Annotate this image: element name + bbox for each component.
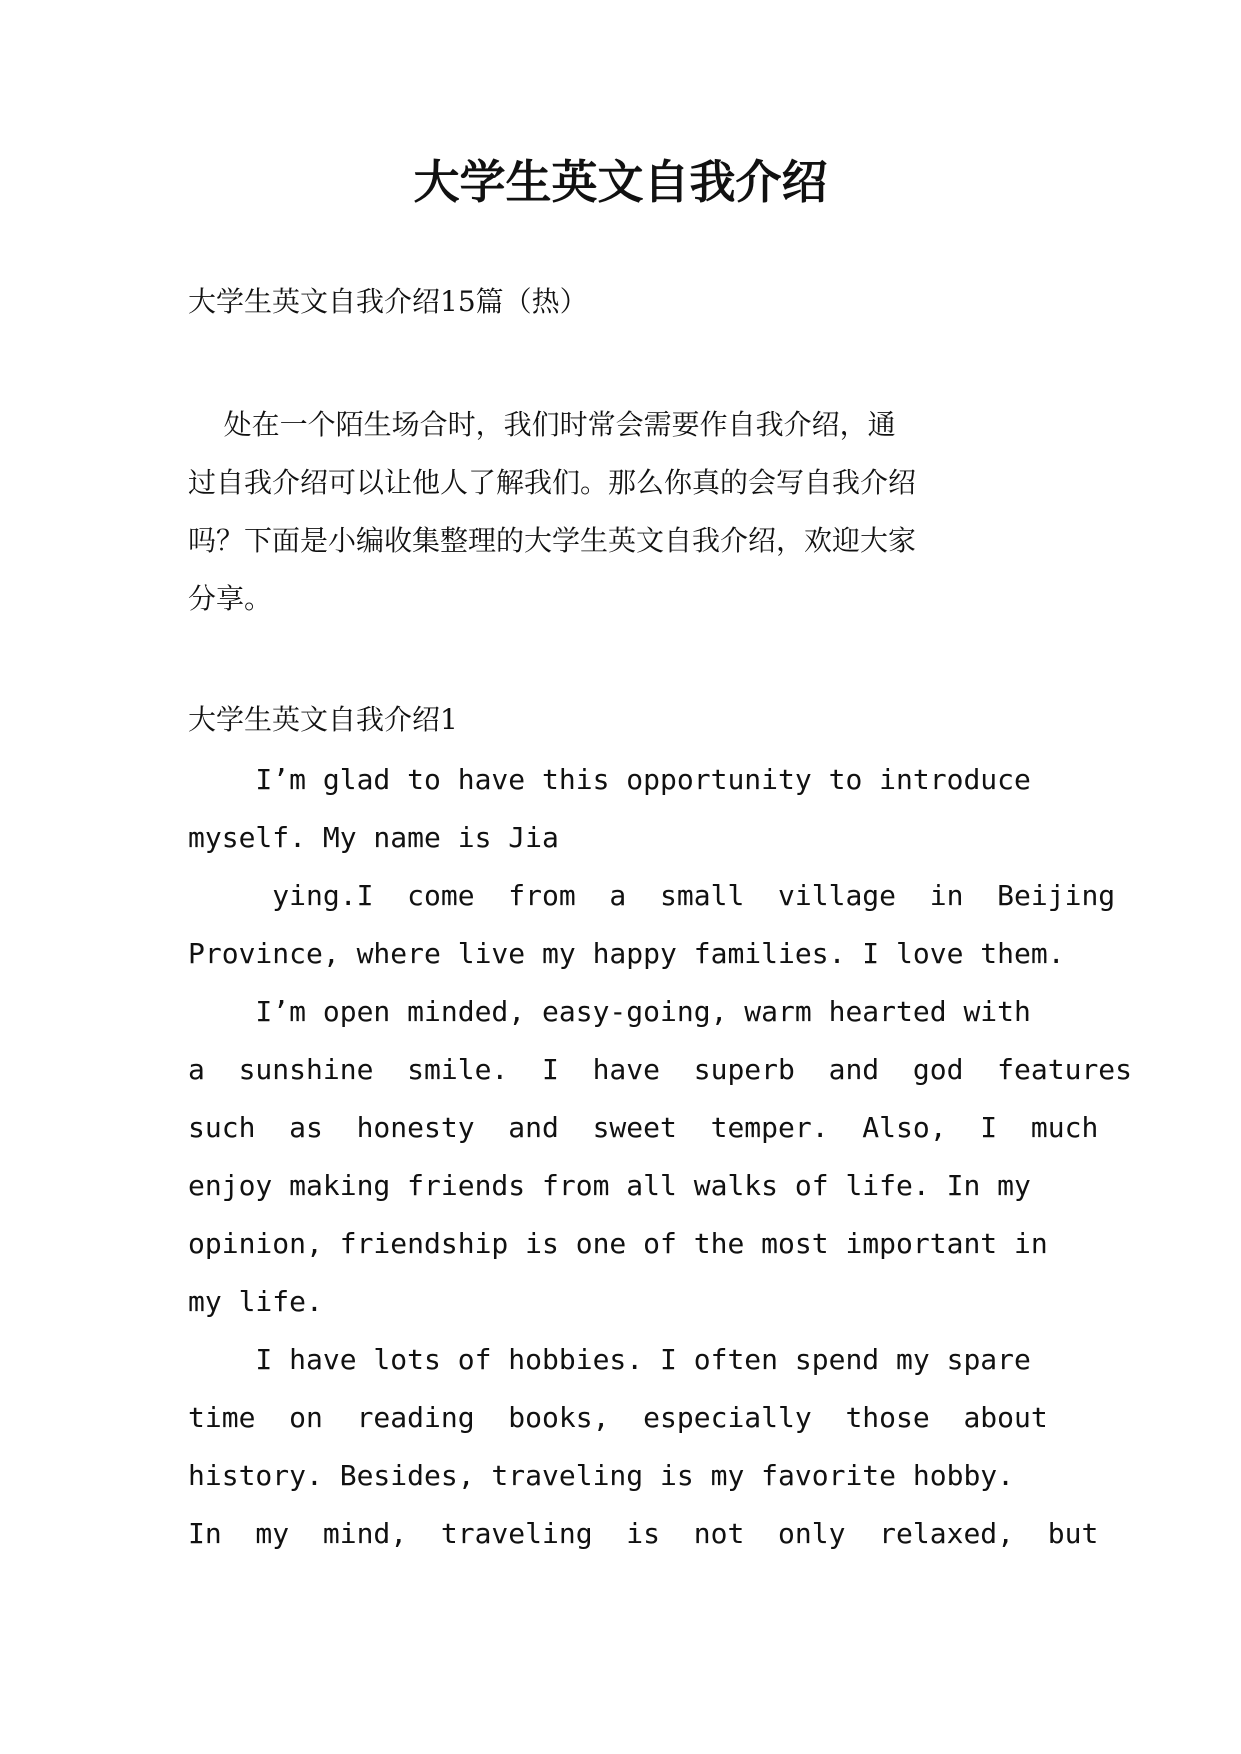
document-title: 大学生英文自我介绍 — [413, 155, 828, 209]
body-line: history. Besides, traveling is my favorite hobby. — [188, 1459, 1015, 1492]
intro-line: 过自我介绍可以让他人了解我们。那么你真的会写自我介绍 — [188, 466, 917, 499]
document-subtitle: 大学生英文自我介绍15篇（热） — [188, 285, 588, 318]
intro-line: 处在一个陌生场合时，我们时常会需要作自我介绍，通 — [188, 408, 896, 441]
body-line: In my mind, traveling is not only relaxed, but — [188, 1517, 1099, 1550]
body-line: my life. — [188, 1285, 323, 1318]
body-line: enjoy making friends from all walks of life. In my — [188, 1169, 1031, 1202]
body-line: myself. My name is Jia — [188, 821, 559, 854]
body-line: I’m glad to have this opportunity to introduce — [188, 763, 1031, 796]
body-line: Province, where live my happy families. I love them. — [188, 937, 1065, 970]
body-line: such as honesty and sweet temper. Also, I much — [188, 1111, 1099, 1144]
intro-line: 吗？下面是小编收集整理的大学生英文自我介绍，欢迎大家 — [188, 524, 917, 557]
body-line: opinion, friendship is one of the most important in — [188, 1227, 1048, 1260]
body-line: time on reading books, especially those about — [188, 1401, 1048, 1434]
body-line: ying.I come from a small village in Beijing — [188, 879, 1116, 912]
body-line: I’m open minded, easy-going, warm hearted with — [188, 995, 1031, 1028]
section-heading: 大学生英文自我介绍1 — [188, 703, 458, 736]
body-line: a sunshine smile. I have superb and god features — [188, 1053, 1133, 1086]
body-line: I have lots of hobbies. I often spend my spare — [188, 1343, 1031, 1376]
intro-line: 分享。 — [188, 582, 273, 615]
